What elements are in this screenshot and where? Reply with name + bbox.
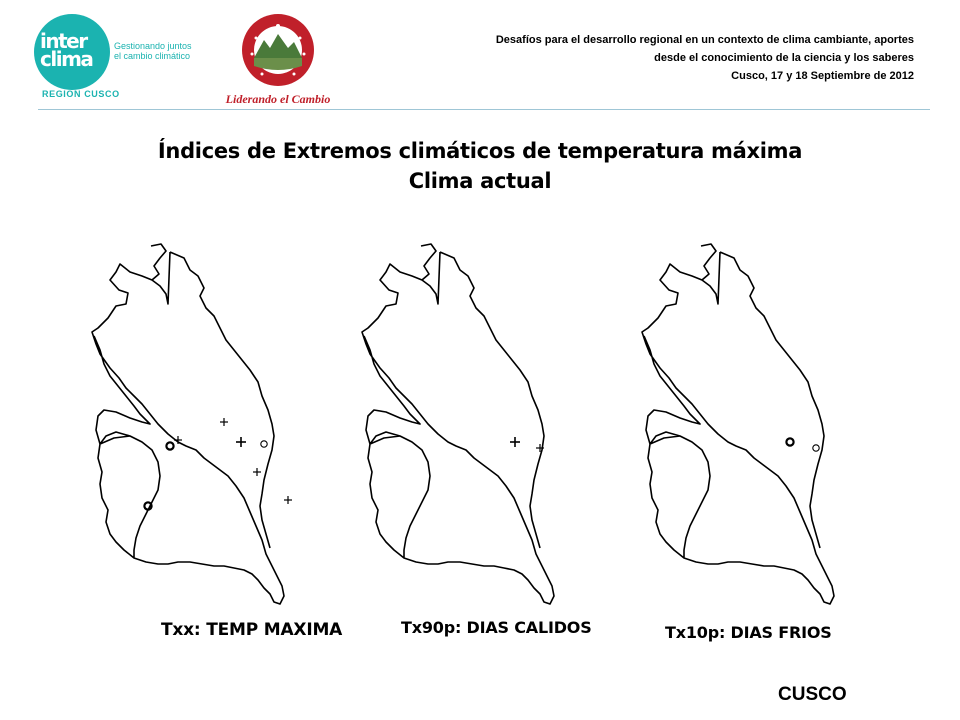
map-outline: [92, 244, 284, 604]
plus-marker: [236, 437, 246, 447]
title-line-2: Clima actual: [408, 169, 552, 193]
map-outline: [642, 244, 834, 604]
plus-marker: [220, 418, 228, 426]
circle-bold-marker: [144, 502, 151, 509]
logo-tagline-1: Gestionando juntos: [114, 41, 192, 51]
circle-bold-marker: [786, 438, 793, 445]
map-label-tx90p: Tx90p: DIAS CALIDOS: [401, 618, 592, 637]
logo-motto: Liderando el Cambio: [225, 92, 331, 106]
circle-marker: [813, 445, 819, 451]
plus-marker: [284, 496, 292, 504]
interclima-logo: [34, 14, 204, 104]
gobierno-regional-seal: [218, 12, 338, 92]
plus-marker: [510, 437, 520, 447]
interclima-logo-circle: [34, 14, 110, 90]
logo-word-clima: clima: [40, 47, 93, 71]
circle-bold-marker: [166, 442, 173, 449]
title-line-1: Índices de Extremos climáticos de temperatura máxima: [157, 139, 803, 163]
map-tx90p: [362, 244, 554, 604]
region-name: CUSCO: [778, 684, 847, 705]
map-tx10p: [642, 244, 834, 604]
maps-panel: [0, 230, 960, 610]
logo-tagline-2: el cambio climático: [114, 51, 191, 61]
logo-region-label: REGION CUSCO: [42, 89, 120, 99]
plus-marker: [253, 468, 261, 476]
map-outline: [362, 244, 554, 604]
event-line-2: desde el conocimiento de la ciencia y los saberes: [654, 52, 914, 64]
map-txx: [92, 244, 292, 604]
header-divider: [38, 109, 930, 110]
page-title: [0, 136, 960, 196]
event-line-1: Desafíos para el desarrollo regional en un contexto de clima cambiante, aportes: [495, 34, 914, 46]
logo-word-inter: inter: [40, 29, 87, 53]
event-header: [354, 31, 914, 85]
event-line-3: Cusco, 17 y 18 Septiembre de 2012: [731, 70, 914, 82]
gobierno-regional-logo: [218, 12, 338, 112]
circle-marker: [261, 441, 267, 447]
map-label-tx10p: Tx10p: DIAS FRIOS: [665, 623, 832, 642]
map-label-txx: Txx: TEMP MAXIMA: [161, 620, 343, 640]
